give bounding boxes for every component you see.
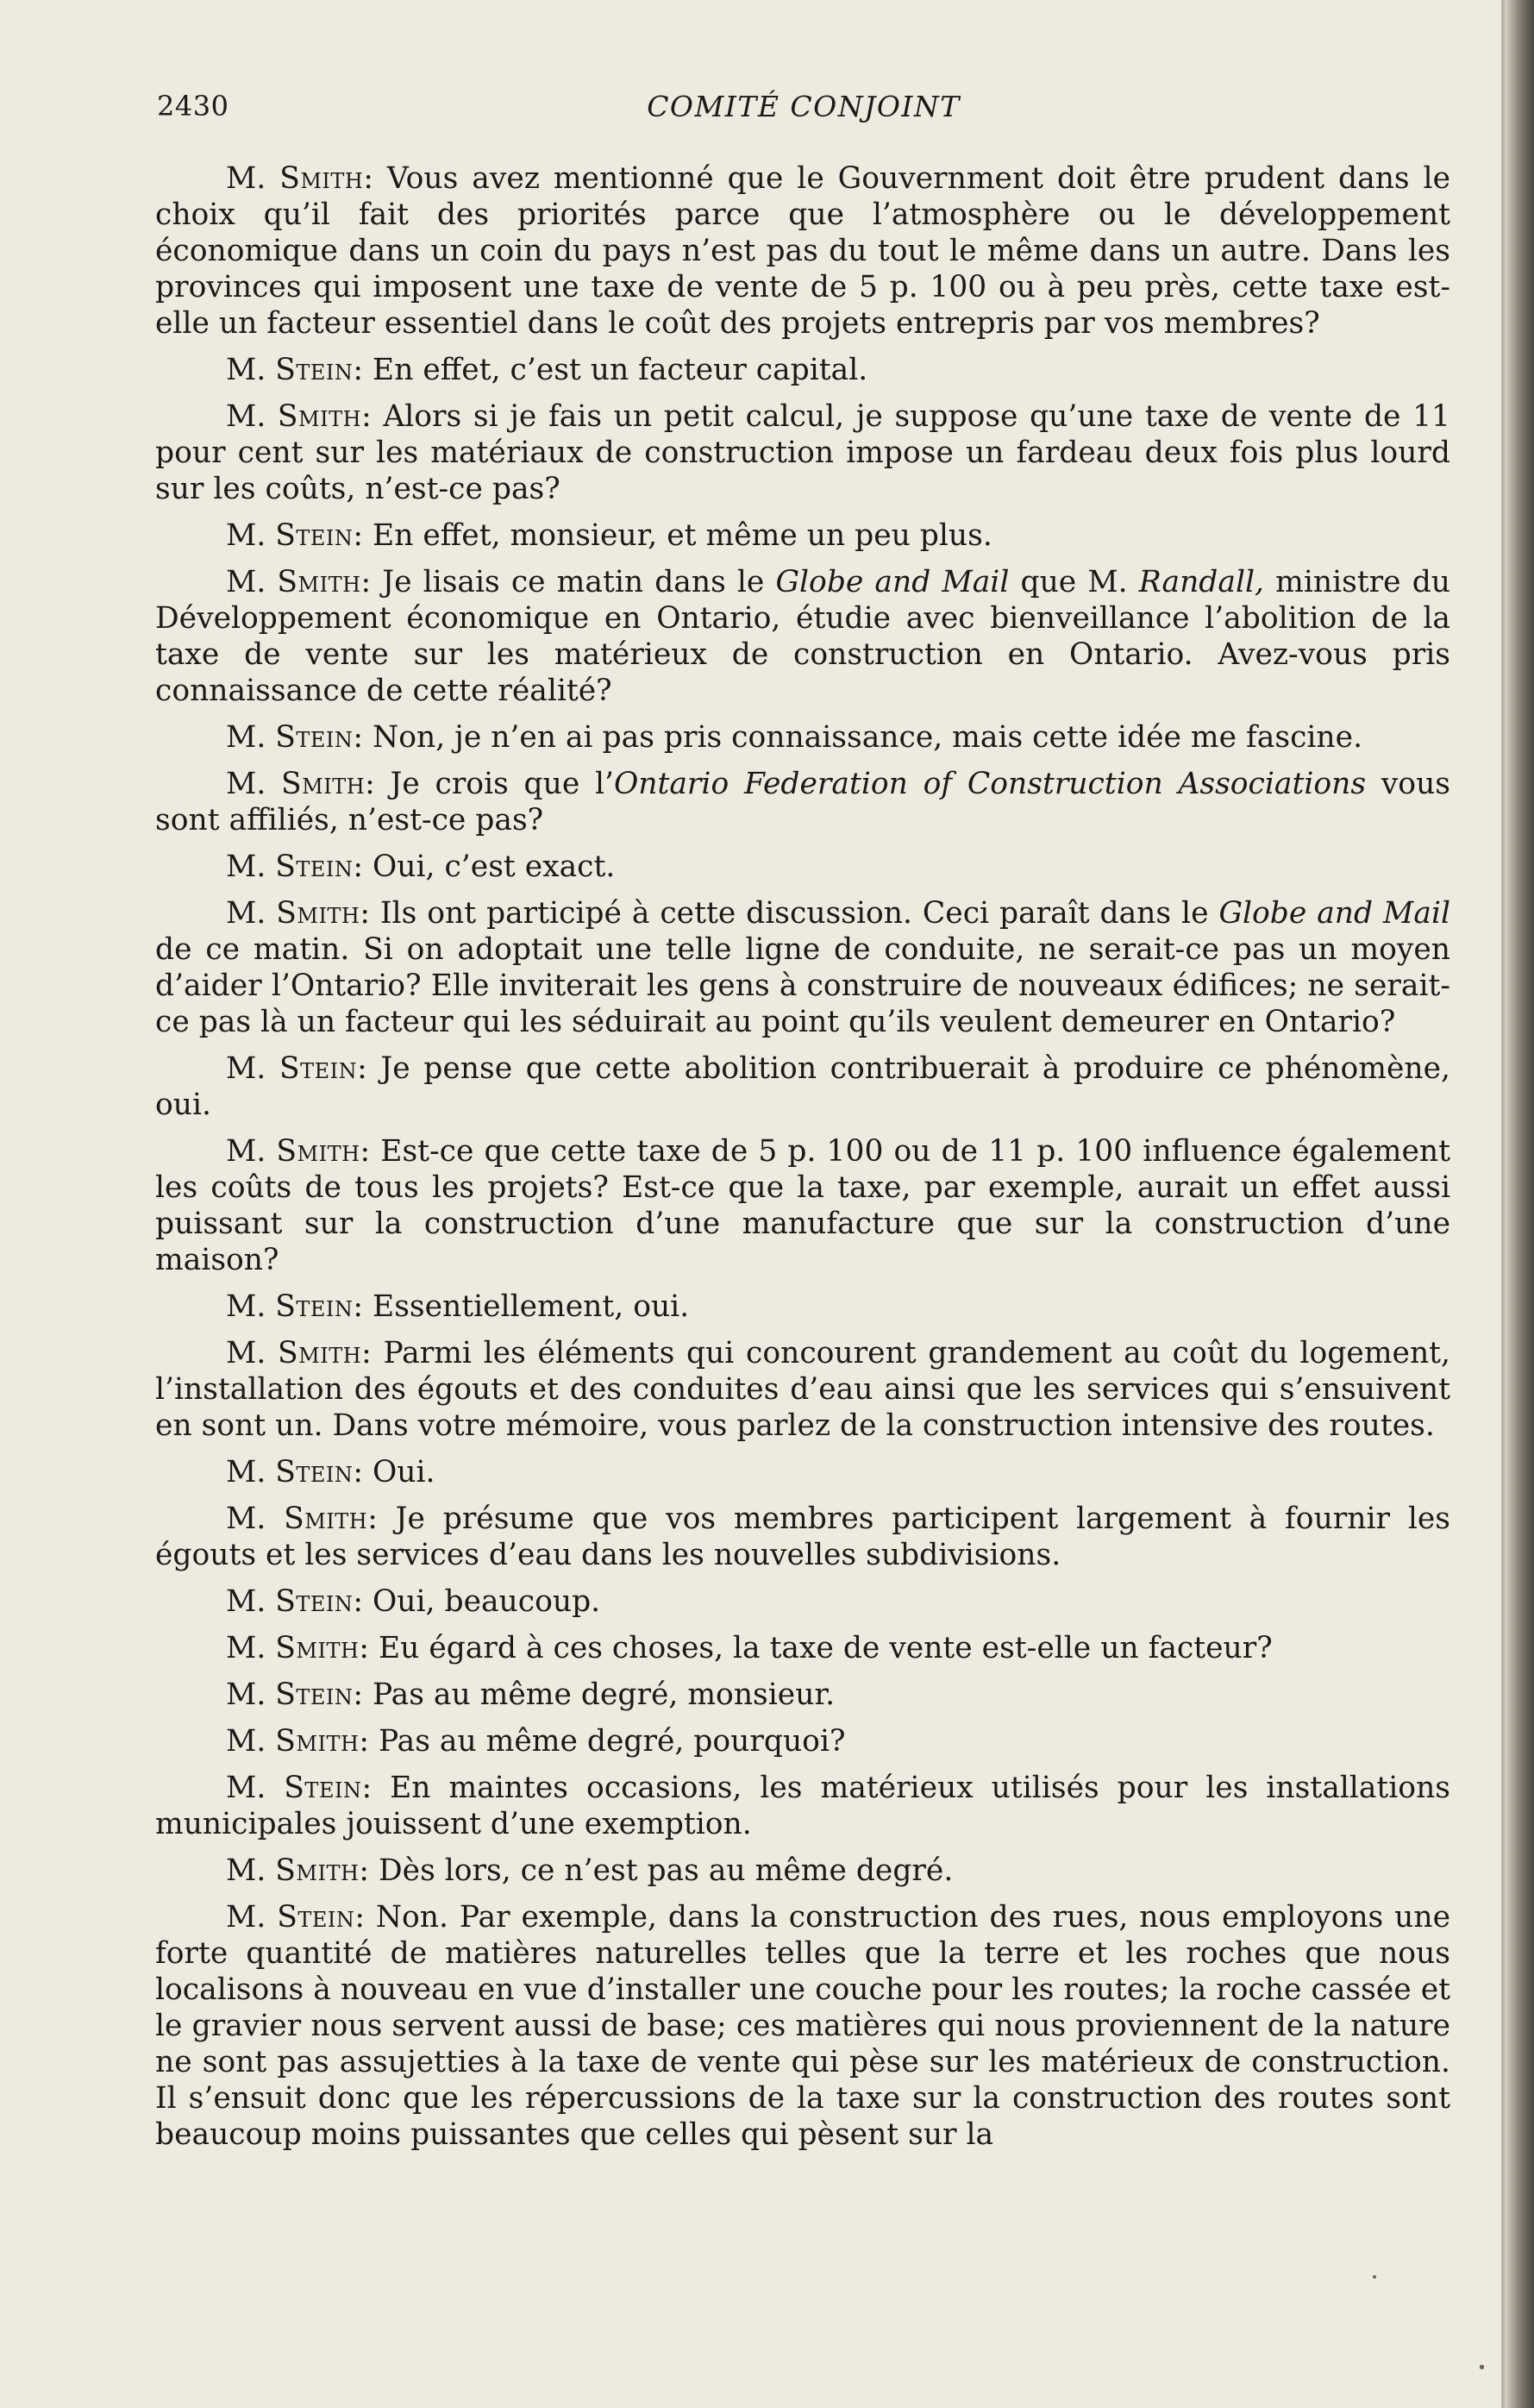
speaker-prefix: M. (226, 896, 277, 931)
transcript-paragraph (155, 1501, 1450, 1573)
transcript-paragraph (155, 1289, 1450, 1325)
speaker-prefix: M. (226, 1900, 278, 1935)
speaker-name: Stein (275, 518, 354, 553)
transcript-paragraph (155, 895, 1450, 1040)
transcript-paragraph (155, 719, 1450, 756)
speaker-prefix: M. (226, 1455, 276, 1489)
scan-speck (1480, 2365, 1484, 2369)
speaker-name: Stein (275, 1677, 354, 1712)
transcript-body (155, 160, 1450, 2163)
speech-text: de ce matin. Si on adoptait une telle ligne de conduite, ne serait-ce pas un moyen d’aider l’Ontario? Elle inviterait les gens à construire de nouveaux édifices; ne serait-ce pas là un facteur qui les séduirait au point qu’ils veulent demeurer en Ontario? (155, 932, 1450, 1039)
speech-text: vous sont affiliés, n’est-ce pas? (155, 767, 1451, 837)
speech-text: : Non, je n’en ai pas pris connaissance, mais cette idée me fascine. (353, 720, 1363, 755)
speech-text: : Pas au même degré, pourquoi? (359, 1724, 846, 1759)
speaker-name: Stein (275, 1584, 354, 1619)
page-header (157, 90, 1450, 131)
speaker-prefix: M. (226, 850, 276, 884)
speech-text: : Parmi les éléments qui concourent grandement au coût du logement, l’installation des égouts et des conduites d’eau ainsi que les services qui s’ensuivent en sont un. Dans votre mémoire, vous parlez de la construction intensive des routes. (155, 1336, 1450, 1443)
scan-speck (1373, 2275, 1376, 2279)
speaker-prefix: M. (226, 1631, 276, 1665)
speech-text: : Je pense que cette abolition contribuerait à produire ce phénomène, oui. (155, 1051, 1450, 1122)
transcript-paragraph (155, 1050, 1450, 1123)
transcript-paragraph (155, 1853, 1450, 1889)
speaker-prefix: M. (226, 720, 276, 755)
speaker-name: Smith (277, 565, 361, 599)
transcript-paragraph (155, 1770, 1450, 1842)
speech-text: : Oui, c’est exact. (353, 850, 616, 884)
speaker-prefix: M. (226, 1584, 276, 1619)
speaker-prefix: M. (226, 1771, 285, 1805)
speech-text: : Essentiellement, oui. (353, 1289, 690, 1324)
speaker-name: Smith (278, 1336, 362, 1370)
page-number: 2430 (157, 90, 229, 122)
speech-text: : En effet, c’est un facteur capital. (353, 353, 868, 387)
transcript-paragraph (155, 849, 1450, 885)
transcript-paragraph (155, 1723, 1450, 1759)
speech-text: : Oui, beaucoup. (353, 1584, 601, 1619)
speech-text: : Je crois que l’ (365, 767, 614, 801)
speaker-name: Stein (277, 1900, 355, 1935)
speech-text: que M. (1009, 565, 1139, 599)
speech-text: : Oui. (353, 1455, 435, 1489)
speech-text: : Dès lors, ce n’est pas au même degré. (359, 1853, 954, 1888)
speech-text: : Alors si je fais un petit calcul, je suppose qu’une taxe de vente de 11 pour cent sur les matériaux de construction impose un fardeau deux fois plus lourd sur les coûts, n’est-ce pas? (155, 399, 1450, 506)
speaker-prefix: M. (226, 1134, 277, 1169)
transcript-paragraph (155, 1583, 1450, 1620)
speech-text: : Est-ce que cette taxe de 5 p. 100 ou de 11 p. 100 influence également les coûts de tous les projets? Est-ce que la taxe, par exemple, aurait un effet aussi puissant sur la construction d’une manufacture que sur la construction d’une maison? (155, 1134, 1450, 1277)
speaker-name: Smith (276, 1134, 360, 1169)
transcript-paragraph (155, 160, 1450, 342)
speaker-prefix: M. (226, 1051, 279, 1086)
speaker-prefix: M. (226, 1289, 276, 1324)
running-title: COMITÉ CONJOINT (647, 90, 961, 123)
speech-text: : Je lisais ce matin dans le (360, 565, 776, 599)
italic-title: Globe and Mail (775, 565, 1010, 599)
transcript-paragraph (155, 1899, 1450, 2153)
transcript-paragraph (155, 1133, 1450, 1278)
transcript-paragraph (155, 564, 1450, 709)
speaker-prefix: M. (226, 161, 280, 196)
speaker-prefix: M. (226, 353, 276, 387)
transcript-paragraph (155, 517, 1450, 554)
speech-text: : Pas au même degré, monsieur. (353, 1677, 836, 1712)
speech-text: : En maintes occasions, les matérieux utilisés pour les installations municipales jouissent d’une exemption. (155, 1771, 1451, 1841)
speaker-prefix: M. (226, 518, 276, 553)
italic-name: Randall, (1138, 565, 1264, 599)
transcript-paragraph (155, 1335, 1450, 1444)
transcript-paragraph (155, 1677, 1450, 1713)
transcript-paragraph (155, 1454, 1450, 1490)
speaker-name: Stein (275, 353, 354, 387)
speaker-name: Smith (276, 896, 360, 931)
speaker-name: Smith (281, 767, 366, 801)
speech-text: : Je présume que vos membres participent largement à fournir les égouts et les services d’eau dans les nouvelles subdivisions. (155, 1502, 1450, 1572)
speaker-name: Smith (275, 1853, 360, 1888)
speaker-prefix: M. (226, 565, 278, 599)
speaker-name: Stein (275, 1455, 354, 1489)
speech-text: : Vous avez mentionné que le Gouvernment doit être prudent dans le choix qu’il fait des priorités parce que l’atmosphère ou le développement économique dans un coin du pays n’est pas du tout le même dans un autre. Dans les provinces qui imposent une taxe de vente de 5 p. 100 ou à peu près, cette taxe est-elle un facteur essentiel dans le coût des projets entrepris par vos membres? (155, 161, 1450, 341)
speaker-prefix: M. (226, 1853, 276, 1888)
speaker-prefix: M. (226, 1724, 276, 1759)
speech-text: : Eu égard à ces choses, la taxe de vente est-elle un facteur? (359, 1631, 1273, 1665)
speech-text: : En effet, monsieur, et même un peu plus. (353, 518, 992, 553)
italic-title: Globe and Mail (1218, 896, 1451, 931)
speaker-name: Smith (284, 1502, 368, 1536)
speaker-name: Stein (275, 1289, 354, 1324)
speaker-name: Smith (275, 1724, 360, 1759)
speaker-prefix: M. (226, 399, 278, 434)
speaker-name: Smith (277, 399, 362, 434)
speaker-name: Smith (275, 1631, 360, 1665)
transcript-paragraph (155, 766, 1450, 838)
speaker-prefix: M. (226, 1677, 276, 1712)
speaker-name: Stein (284, 1771, 362, 1805)
speaker-name: Smith (279, 161, 364, 196)
speech-text: : Non. Par exemple, dans la construction des rues, nous employons une forte quantité de matières naturelles telles que la terre et les roches que nous localisons à nouveau en vue d’installer une couche pour les routes; la roche cassée et le gravier nous servent aussi de base; ces matières qui nous proviennent de la nature ne sont pas assujetties à la taxe de vente qui pèse sur les matérieux de construction. Il s’ensuit donc que les répercussions de la taxe sur la construction des routes sont beaucoup moins puissantes que celles qui pèsent sur la (155, 1900, 1450, 2152)
speaker-prefix: M. (226, 1336, 278, 1370)
speaker-prefix: M. (226, 767, 282, 801)
transcript-paragraph (155, 1630, 1450, 1666)
speech-text: ministre du Développement économique en Ontario, étudie avec bienveillance l’abolition de la taxe de vente sur les matérieux de construction en Ontario. Avez-vous pris connaissance de cette réalité? (155, 565, 1451, 708)
speaker-name: Stein (279, 1051, 358, 1086)
speech-text: : Ils ont participé à cette discussion. Ceci paraît dans le (360, 896, 1219, 931)
transcript-paragraph (155, 352, 1450, 388)
speaker-prefix: M. (226, 1502, 285, 1536)
transcript-paragraph (155, 398, 1450, 507)
speaker-name: Stein (275, 850, 354, 884)
page-binding-shadow (1505, 0, 1534, 2408)
italic-title: Ontario Federation of Construction Associations (614, 767, 1367, 801)
speaker-name: Stein (275, 720, 354, 755)
